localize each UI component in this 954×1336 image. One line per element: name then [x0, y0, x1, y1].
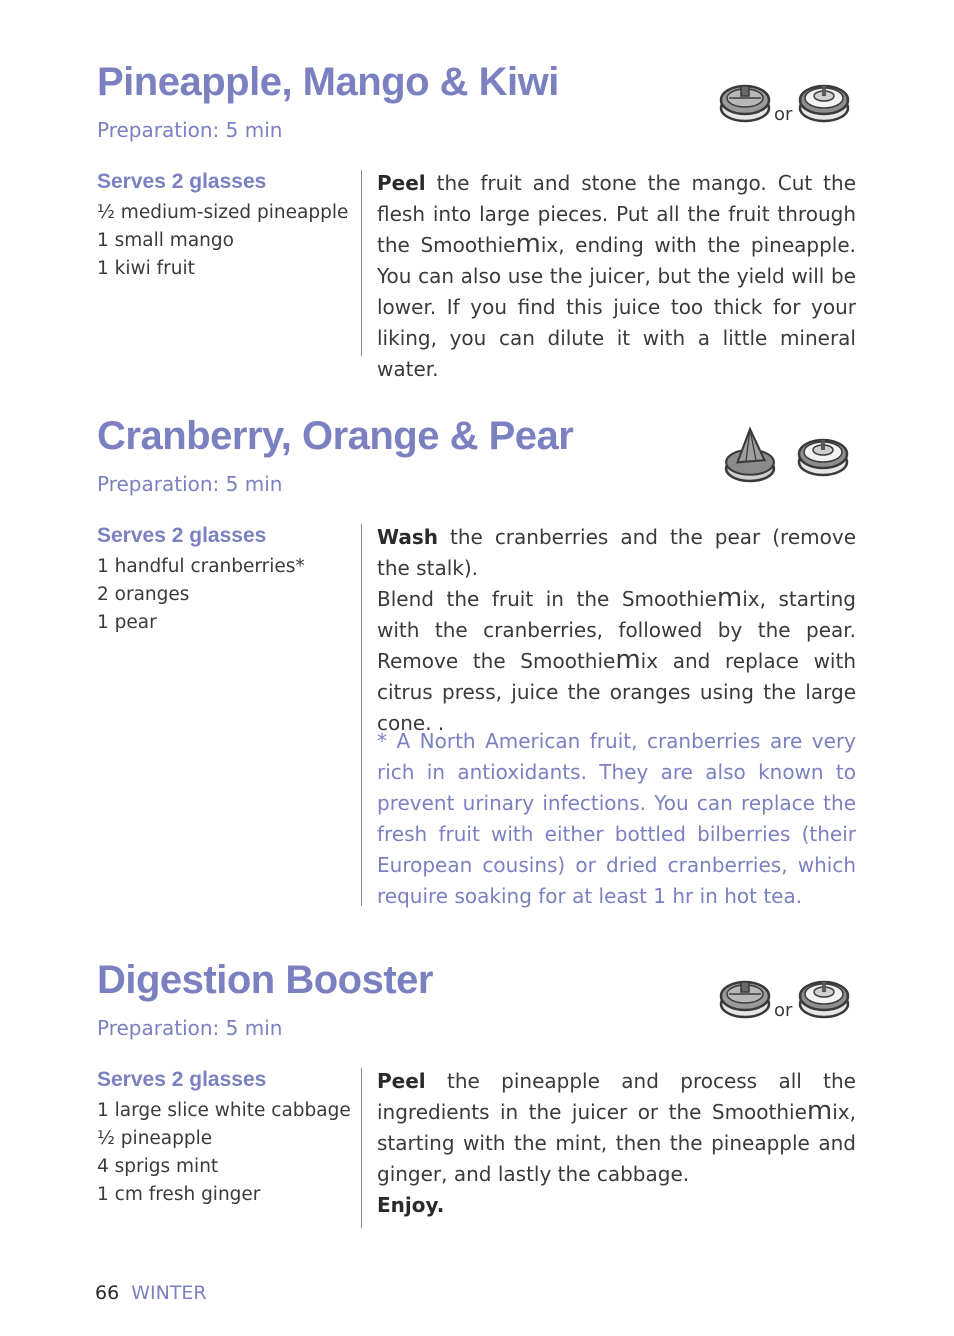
- preparation-time: Preparation: 5 min: [97, 1016, 283, 1040]
- brand-m-glyph: m: [615, 645, 641, 675]
- method-text: Peel the pineapple and process all the ingredients in the juicer or the Smoothiemix, starting with the mint, then the pineapple and ginger, and lastly the cabbage. Enjoy.: [377, 1069, 856, 1217]
- ingredient-item: ½ medium-sized pineapple: [97, 202, 349, 223]
- column-divider: [361, 170, 362, 356]
- ingredient-item: 2 oranges: [97, 584, 190, 605]
- ingredient-item: 1 small mango: [97, 230, 234, 251]
- section-name: WINTER: [131, 1282, 207, 1304]
- recipe-title: Cranberry, Orange & Pear: [97, 414, 574, 458]
- page-footer: [95, 1282, 207, 1304]
- ingredient-list: [97, 199, 348, 283]
- ingredient-item: 1 large slice white cabbage: [97, 1100, 351, 1121]
- footnote: * A North American fruit, cranberries are very rich in antioxidants. They are also known to prevent urinary infections. You can replace the fresh fruit with either bottled bilberries (their European cousins) or dried cranberries, which require soaking for at least 1 hr in hot tea.: [377, 729, 856, 908]
- ingredient-item: 1 handful cranberries*: [97, 556, 305, 577]
- column-divider: [361, 1068, 362, 1228]
- juicer-lid-icon: [719, 78, 771, 126]
- brand-m-glyph: m: [716, 583, 743, 613]
- smoothie-mix-lid-icon: [797, 432, 849, 480]
- method-lead-verb: Wash: [377, 525, 438, 549]
- recipe-digestion-booster: [97, 958, 857, 1238]
- page-number: 66: [95, 1282, 120, 1304]
- smoothie-mix-lid-icon: [798, 78, 850, 126]
- preparation-time: Preparation: 5 min: [97, 472, 283, 496]
- serves-heading: Serves 2 glasses: [97, 170, 267, 193]
- appliance-icons: [719, 78, 859, 138]
- citrus-press-cone-icon: [723, 422, 777, 486]
- appliance-icons: [723, 422, 863, 482]
- icon-separator: or: [774, 104, 793, 125]
- smoothie-mix-lid-icon: [798, 974, 850, 1022]
- ingredient-item: 4 sprigs mint: [97, 1156, 219, 1177]
- method-text: Peel the fruit and stone the mango. Cut the flesh into large pieces. Put all the fruit through the Smoothiemix, ending with the pineapple. You can also use the juicer, but the yield will be lower. If you find this juice too thick for your liking, you can dilute it with a little mineral water.: [377, 171, 856, 381]
- method-end: Enjoy.: [377, 1193, 445, 1217]
- method-lead-verb: Peel: [377, 1069, 426, 1093]
- brand-m-glyph: m: [515, 229, 541, 259]
- ingredient-item: 1 cm fresh ginger: [97, 1184, 261, 1205]
- ingredient-item: ½ pineapple: [97, 1128, 213, 1149]
- juicer-lid-icon: [719, 974, 771, 1022]
- ingredient-list: [97, 553, 305, 637]
- method-lead-verb: Peel: [377, 171, 426, 195]
- method-text: Wash the cranberries and the pear (remove the stalk). Blend the fruit in the Smoothiemix, starting with the cranberries, followed by the pear. Remove the Smoothiemix and replace with citrus press, juice the oranges using the large cone. .: [377, 525, 857, 735]
- recipe-title: Pineapple, Mango & Kiwi: [97, 60, 559, 104]
- recipe-pineapple-mango-kiwi: [97, 60, 857, 381]
- serves-heading: Serves 2 glasses: [97, 1068, 267, 1091]
- ingredient-item: 1 pear: [97, 612, 157, 633]
- preparation-time: Preparation: 5 min: [97, 118, 283, 142]
- appliance-icons: [719, 974, 859, 1034]
- recipe-cranberry-orange-pear: [97, 414, 857, 914]
- icon-separator: or: [774, 1000, 793, 1021]
- serves-heading: Serves 2 glasses: [97, 524, 267, 547]
- column-divider: [361, 524, 362, 906]
- ingredient-item: 1 kiwi fruit: [97, 258, 195, 279]
- ingredient-list: [97, 1097, 351, 1209]
- brand-m-glyph: m: [806, 1096, 833, 1126]
- recipe-title: Digestion Booster: [97, 958, 433, 1002]
